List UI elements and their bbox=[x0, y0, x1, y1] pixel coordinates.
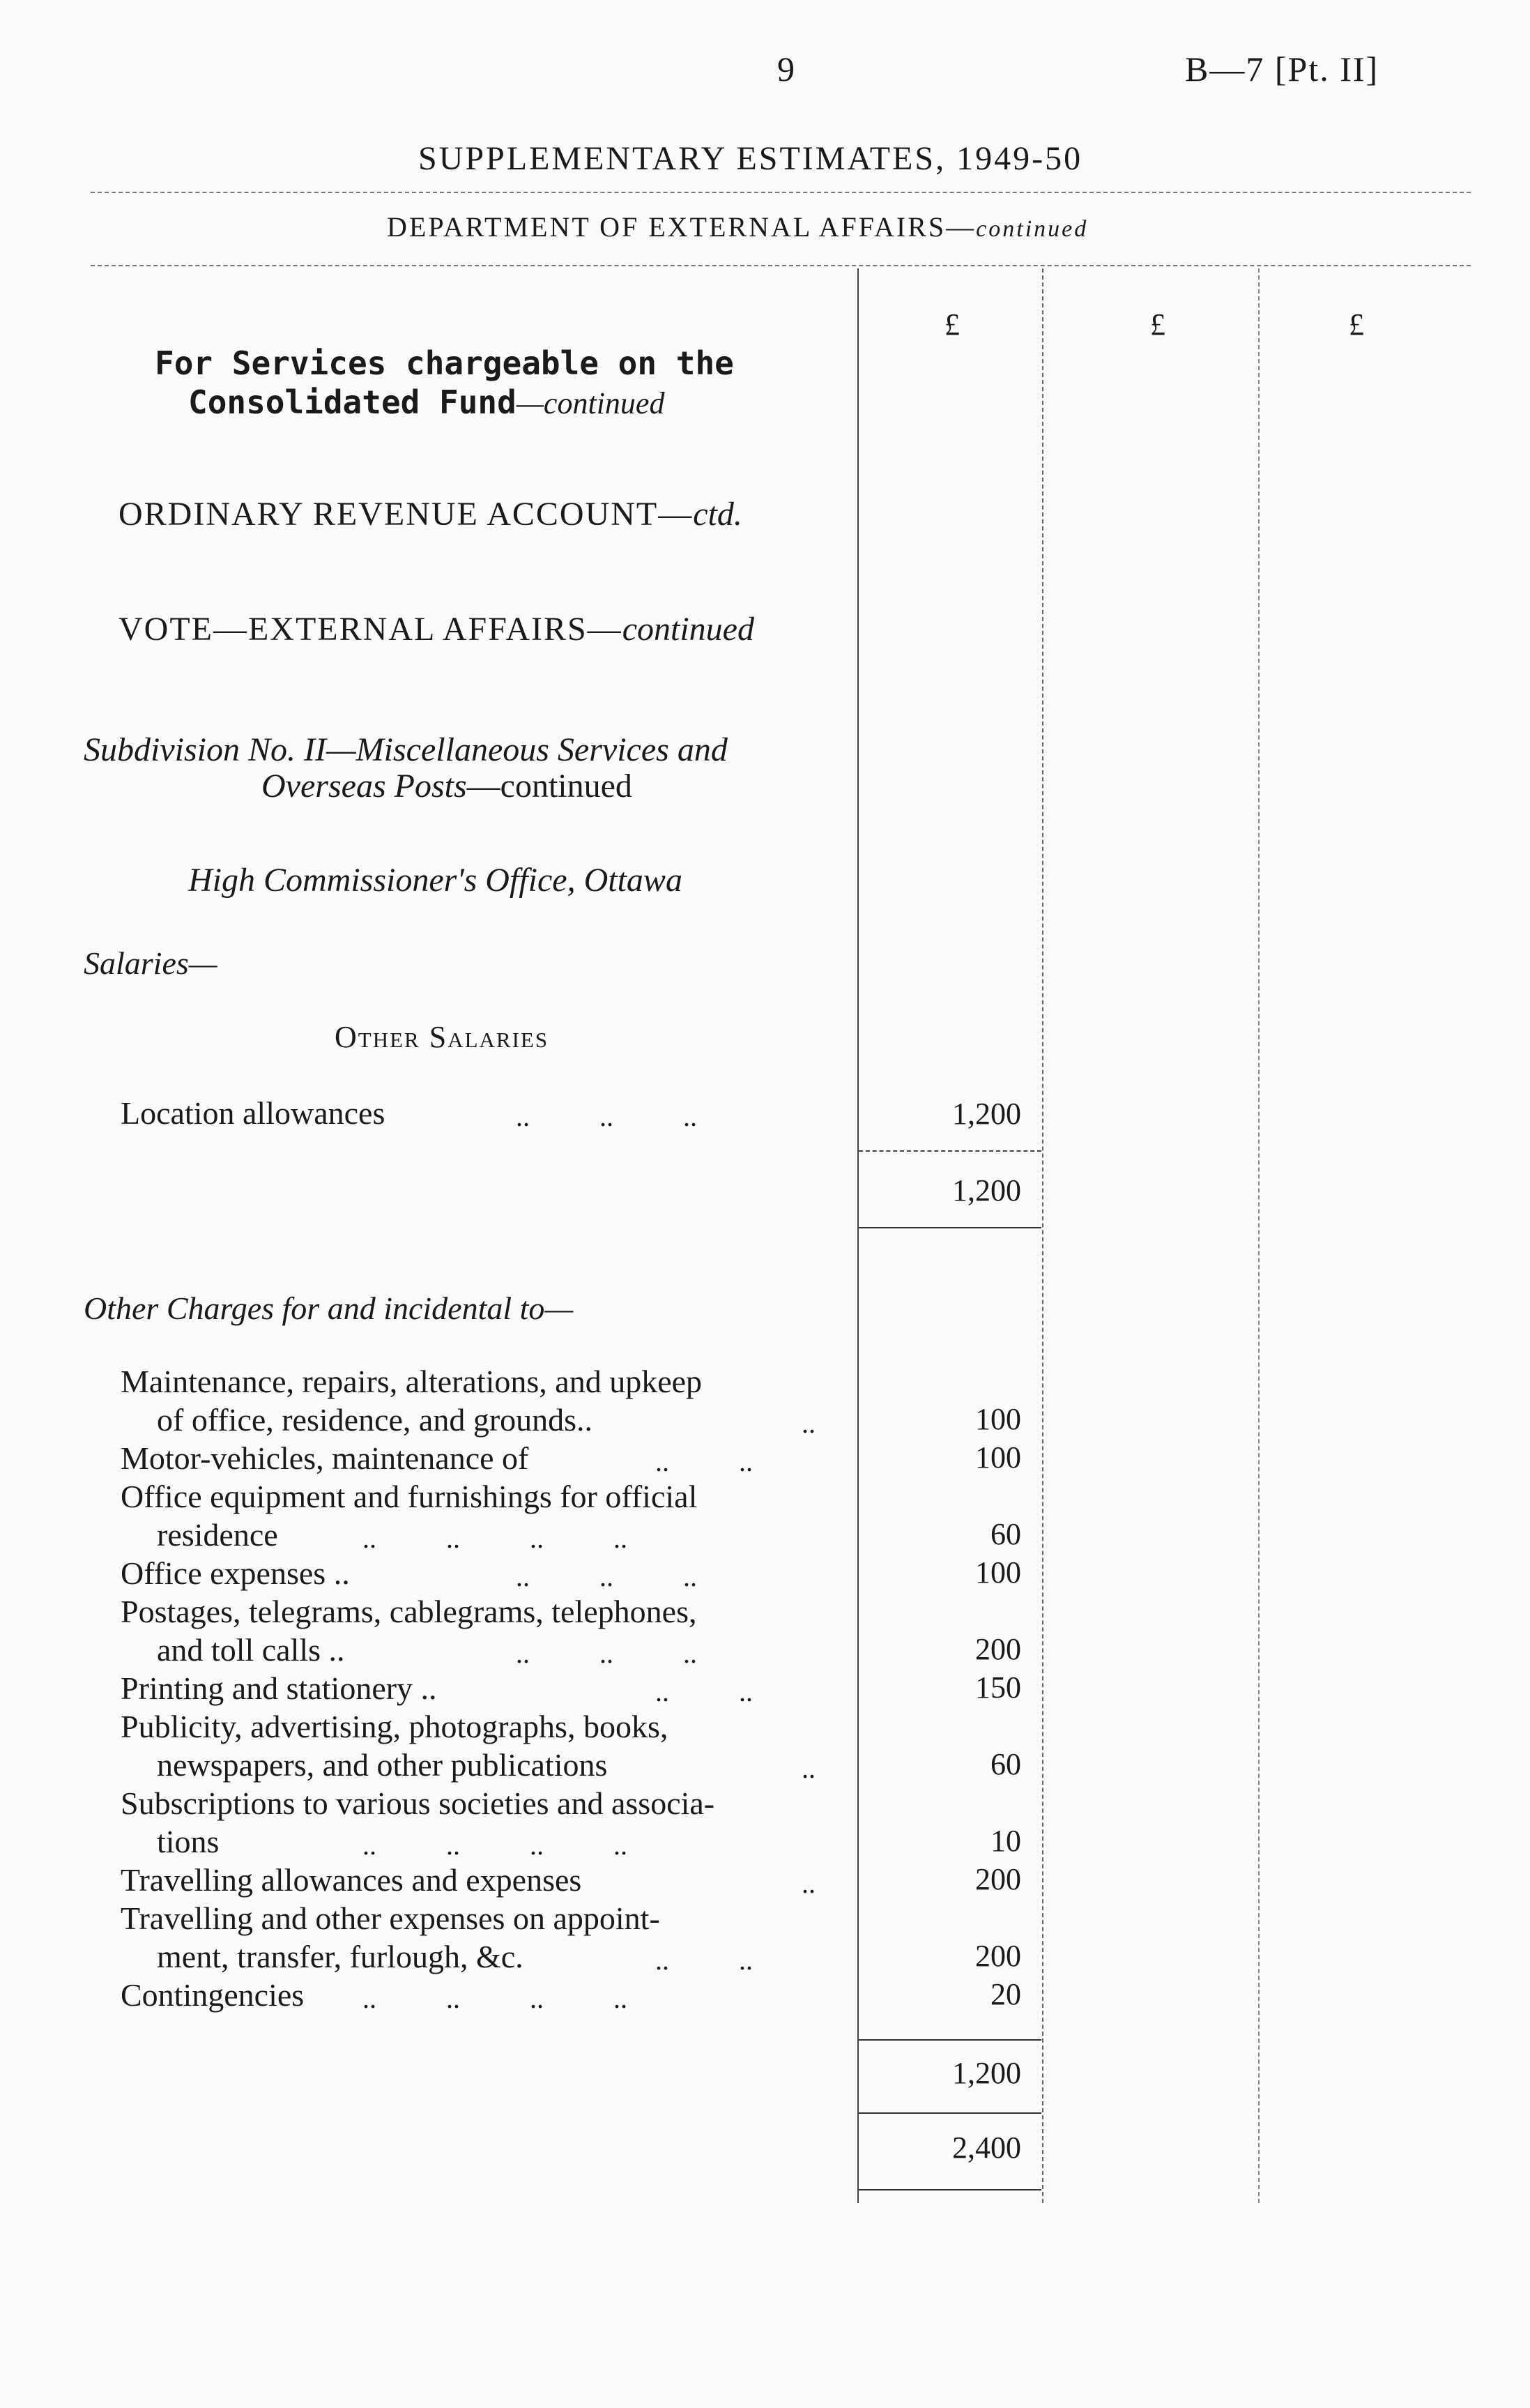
charge-motor-vehicles-amount: 100 bbox=[975, 1440, 1021, 1474]
charge-office-equipment-amount: 60 bbox=[990, 1517, 1021, 1551]
column-divider-1 bbox=[857, 268, 859, 2203]
charge-subscriptions-line2: tions bbox=[157, 1824, 220, 1859]
charge-appointment-line1: Travelling and other expenses on appoint- bbox=[121, 1900, 660, 1936]
subdivision-heading-line2 bbox=[261, 767, 632, 805]
page-number: 9 bbox=[777, 49, 795, 89]
leader-dots: .. .. .. .. bbox=[362, 1829, 627, 1861]
leader-dots: .. bbox=[802, 1408, 816, 1439]
fund-name: Consolidated Fund bbox=[188, 383, 517, 421]
leader-dots: .. bbox=[802, 1868, 816, 1899]
charge-motor-vehicles-line1: Motor-vehicles, maintenance of bbox=[121, 1440, 529, 1476]
services-heading-line2 bbox=[188, 383, 664, 421]
charge-postages-amount: 200 bbox=[975, 1632, 1021, 1666]
subdivision-overseas: Overseas Posts bbox=[261, 768, 467, 805]
account-heading bbox=[118, 495, 742, 533]
charge-office-expenses-line1: Office expenses .. bbox=[121, 1555, 350, 1591]
leader-dots: .. .. .. .. bbox=[362, 1523, 627, 1554]
charge-travelling-line1: Travelling allowances and expenses bbox=[121, 1862, 582, 1898]
department-name: DEPARTMENT OF EXTERNAL AFFAIRS— bbox=[387, 211, 977, 243]
header-rule-bottom bbox=[91, 265, 1471, 266]
leader-dots: .. .. .. bbox=[516, 1561, 697, 1592]
leader-dots: .. .. bbox=[655, 1676, 753, 1707]
leader-dots: .. .. bbox=[655, 1446, 753, 1477]
location-allowances-label: Location allowances bbox=[121, 1095, 385, 1131]
office-heading: High Commissioner's Office, Ottawa bbox=[188, 862, 682, 899]
currency-col-3: £ bbox=[1349, 307, 1364, 342]
leader-dots: .. bbox=[802, 1753, 816, 1784]
vote-continued: continued bbox=[622, 611, 754, 648]
charge-postages-line1: Postages, telegrams, cablegrams, telephones, bbox=[121, 1594, 697, 1629]
charge-maintenance-amount: 100 bbox=[975, 1402, 1021, 1436]
column-divider-3 bbox=[1258, 268, 1260, 2203]
total-rule bbox=[859, 2189, 1041, 2190]
salaries-rule-1 bbox=[859, 1150, 1041, 1152]
salaries-rule-2 bbox=[859, 1227, 1041, 1228]
charge-publicity-line1: Publicity, advertising, photographs, books, bbox=[121, 1709, 668, 1744]
charge-printing-amount: 150 bbox=[975, 1670, 1021, 1705]
other-charges-heading: Other Charges for and incidental to— bbox=[84, 1290, 574, 1326]
leader-dots: .. .. .. bbox=[516, 1638, 697, 1669]
charges-subtotal: 1,200 bbox=[952, 2056, 1021, 2090]
services-continued: —continued bbox=[516, 386, 665, 420]
charge-appointment-line2: ment, transfer, furlough, &c. bbox=[157, 1939, 523, 1974]
subdivision-continued: —continued bbox=[466, 768, 632, 805]
location-allowances-amount: 1,200 bbox=[952, 1097, 1021, 1131]
charge-maintenance-line2: of office, residence, and grounds.. bbox=[157, 1402, 593, 1438]
page-reference: B—7 [Pt. II] bbox=[1185, 49, 1379, 89]
other-salaries-heading: Other Salaries bbox=[335, 1020, 549, 1054]
services-heading: For Services chargeable on the bbox=[155, 344, 734, 382]
charges-rule-1 bbox=[859, 2039, 1041, 2041]
vote-heading bbox=[118, 610, 754, 648]
charge-office-equipment-line2: residence bbox=[157, 1517, 278, 1553]
charge-printing-line1: Printing and stationery .. bbox=[121, 1670, 437, 1706]
charge-publicity-line2: newspapers, and other publications bbox=[157, 1747, 608, 1783]
charge-subscriptions-amount: 10 bbox=[990, 1824, 1021, 1858]
salaries-subtotal: 1,200 bbox=[952, 1173, 1021, 1207]
charges-rule-2 bbox=[859, 2112, 1041, 2114]
charge-office-expenses-amount: 100 bbox=[975, 1555, 1021, 1590]
header-rule-top bbox=[91, 192, 1471, 193]
column-divider-2 bbox=[1042, 268, 1043, 2203]
page-title: SUPPLEMENTARY ESTIMATES, 1949-50 bbox=[418, 140, 1083, 177]
subdivision-heading: Subdivision No. II—Miscellaneous Services and bbox=[84, 731, 728, 768]
charge-postages-line2: and toll calls .. bbox=[157, 1632, 345, 1668]
vote-name: VOTE—EXTERNAL AFFAIRS— bbox=[118, 611, 622, 648]
charge-travelling-amount: 200 bbox=[975, 1862, 1021, 1896]
charge-appointment-amount: 200 bbox=[975, 1939, 1021, 1973]
charge-maintenance-line1: Maintenance, repairs, alterations, and upkeep bbox=[121, 1364, 703, 1399]
charge-contingencies-line1: Contingencies bbox=[121, 1977, 305, 2013]
leader-dots: .. .. .. .. bbox=[362, 1983, 627, 2014]
charge-publicity-amount: 60 bbox=[990, 1747, 1021, 1781]
currency-col-2: £ bbox=[1150, 307, 1165, 342]
charge-office-equipment-line1: Office equipment and furnishings for official bbox=[121, 1479, 698, 1514]
account-continued: ctd. bbox=[693, 496, 742, 533]
department-heading bbox=[387, 211, 1088, 243]
leader-dots: .. .. .. bbox=[516, 1101, 697, 1132]
leader-dots: .. .. bbox=[655, 1944, 753, 1976]
account-name: ORDINARY REVENUE ACCOUNT— bbox=[118, 496, 694, 533]
salaries-heading: Salaries— bbox=[84, 945, 217, 981]
grand-total: 2,400 bbox=[952, 2131, 1021, 2165]
currency-col-1: £ bbox=[944, 307, 960, 342]
charge-contingencies-amount: 20 bbox=[990, 1977, 1021, 2011]
department-continued: continued bbox=[976, 216, 1089, 242]
charge-subscriptions-line1: Subscriptions to various societies and associa- bbox=[121, 1785, 715, 1821]
